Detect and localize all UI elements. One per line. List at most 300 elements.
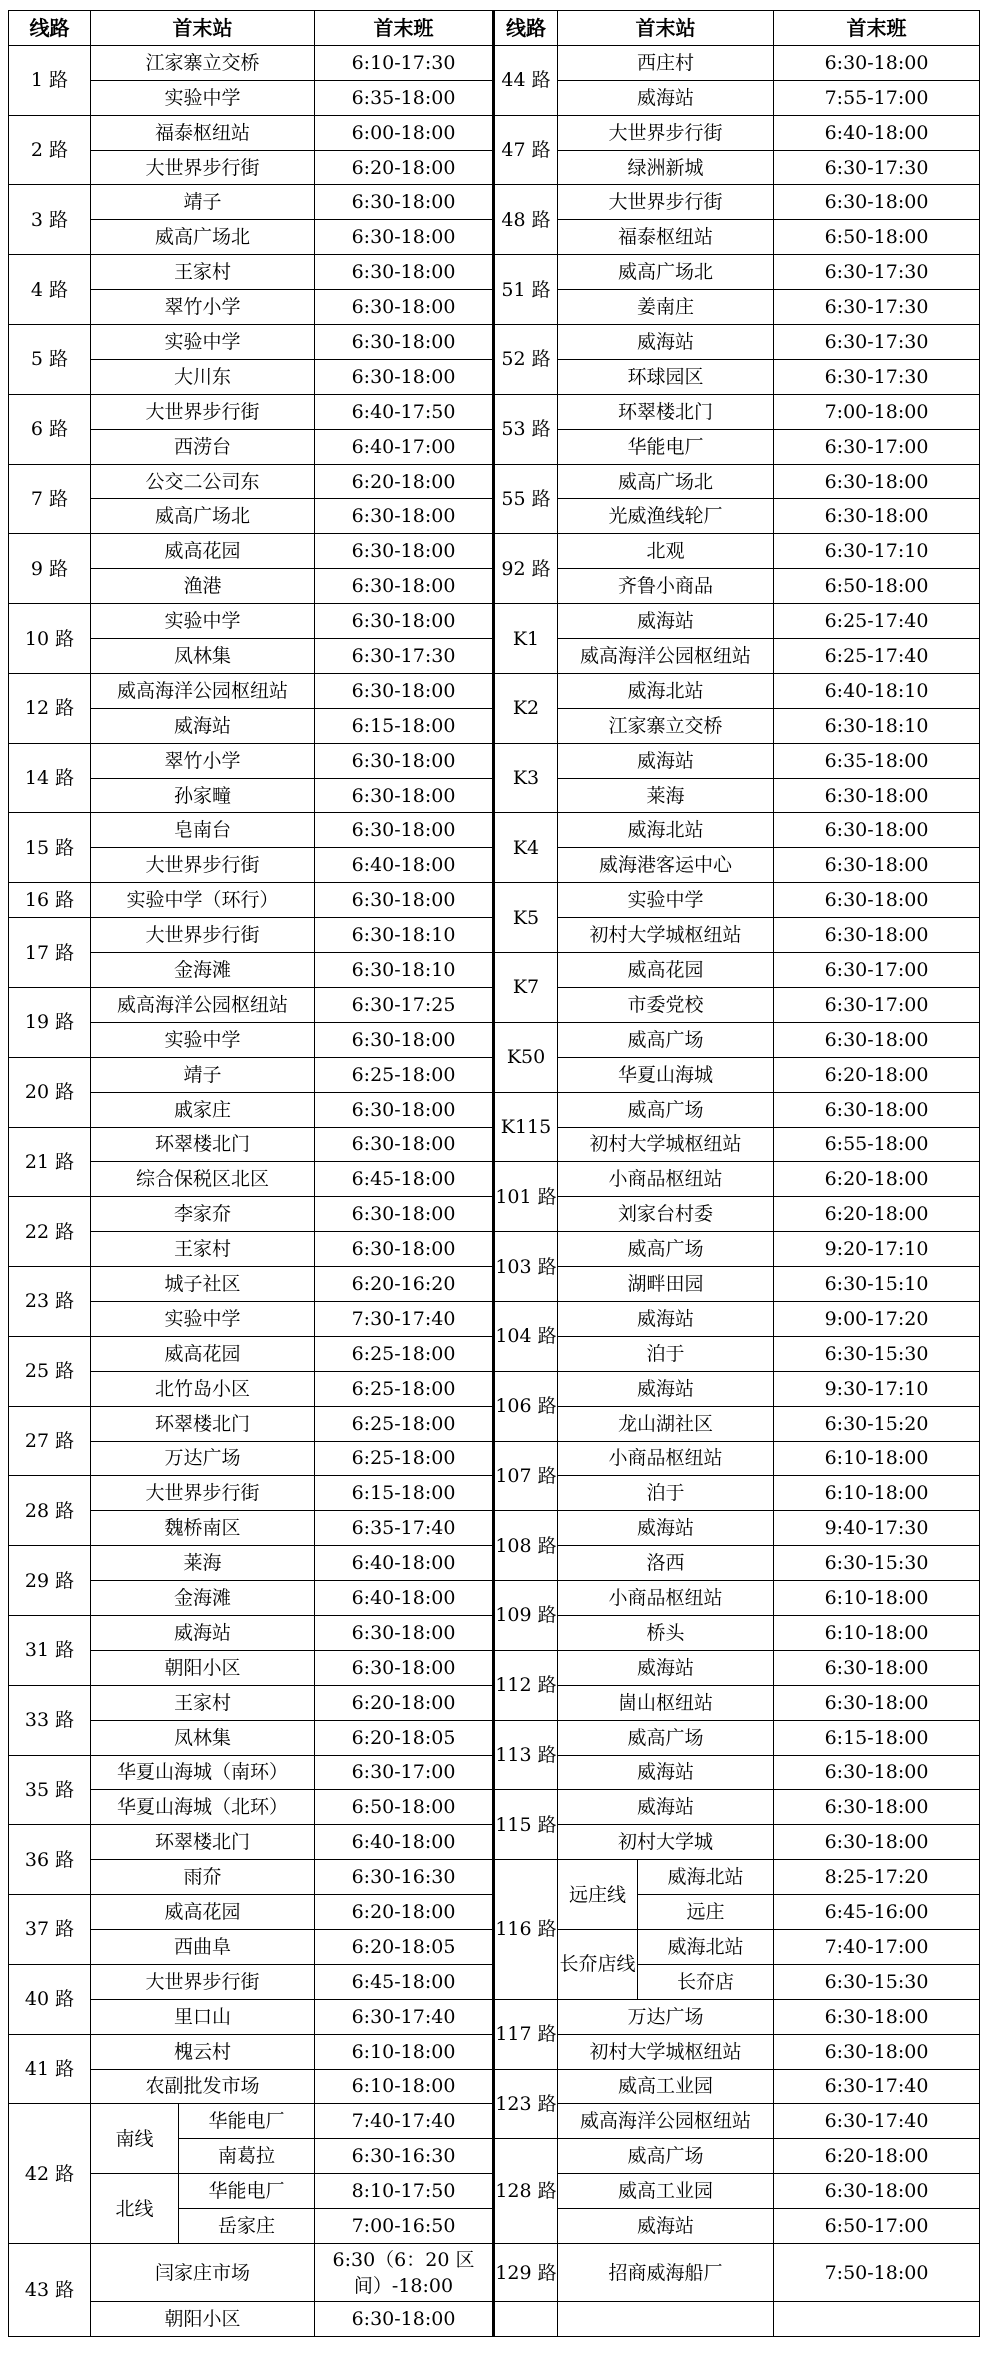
- service-hours: 6:35-17:40: [315, 1511, 493, 1546]
- station-name: 招商威海船厂: [558, 2244, 774, 2302]
- service-hours: 7:40-17:40: [315, 2104, 493, 2139]
- station-name: 华能电厂: [558, 429, 774, 464]
- service-hours: 6:30-18:00: [315, 2302, 493, 2337]
- table-row: [494, 1406, 980, 1441]
- service-hours: 6:30-16:30: [315, 1860, 493, 1895]
- route-number: K115: [494, 1092, 558, 1162]
- table-row: [494, 1476, 980, 1511]
- route-number: 27 路: [9, 1406, 91, 1476]
- service-hours: 6:30-16:30: [315, 2139, 493, 2174]
- route-number: 25 路: [9, 1336, 91, 1406]
- station-name: 华夏山海城（北环）: [91, 1790, 315, 1825]
- station-name: 大世界步行街: [91, 918, 315, 953]
- table-row: [494, 1127, 980, 1162]
- route-number: 19 路: [9, 987, 91, 1057]
- station-name: 皂南台: [91, 813, 315, 848]
- service-hours: 6:30-18:00: [315, 499, 493, 534]
- table-row: [494, 1511, 980, 1546]
- station-name: 威高广场北: [91, 499, 315, 534]
- table-row: [494, 499, 980, 534]
- service-hours: 6:30-18:00: [315, 359, 493, 394]
- service-hours: 6:30-17:10: [774, 534, 980, 569]
- table-row: [494, 2104, 980, 2139]
- route-number: 117 路: [494, 1999, 558, 2069]
- service-hours: 9:00-17:20: [774, 1301, 980, 1336]
- station-name: 戚家庄: [91, 1092, 315, 1127]
- service-hours: 6:30-18:00: [315, 813, 493, 848]
- service-hours: 6:50-18:00: [315, 1790, 493, 1825]
- service-hours: 6:20-18:00: [774, 1197, 980, 1232]
- service-hours: 6:25-18:00: [315, 1057, 493, 1092]
- station-name: 农副批发市场: [91, 2069, 315, 2104]
- service-hours: 6:30-17:40: [774, 2104, 980, 2139]
- station-name: 齐鲁小商品: [558, 569, 774, 604]
- table-row: [494, 429, 980, 464]
- route-number: 40 路: [9, 1964, 91, 2034]
- table-row: [9, 1197, 493, 1232]
- table-row: [9, 2034, 493, 2069]
- route-number: 128 路: [494, 2139, 558, 2244]
- service-hours: 6:30-15:30: [774, 1336, 980, 1371]
- station-name: 北观: [558, 534, 774, 569]
- table-row: [494, 918, 980, 953]
- station-name: 凤林集: [91, 1720, 315, 1755]
- station-name: 环翠楼北门: [558, 394, 774, 429]
- service-hours: 6:30-18:00: [315, 1650, 493, 1685]
- table-row: [494, 1615, 980, 1650]
- table-row: [494, 220, 980, 255]
- route-number: 104 路: [494, 1301, 558, 1371]
- table-row: [494, 569, 980, 604]
- station-name: 朝阳小区: [91, 2302, 315, 2337]
- station-name: 槐云村: [91, 2034, 315, 2069]
- table-row: [494, 848, 980, 883]
- station-name: 远庄: [638, 1895, 774, 1930]
- route-number: 4 路: [9, 255, 91, 325]
- service-hours: 6:40-18:00: [315, 1546, 493, 1581]
- route-number: 10 路: [9, 604, 91, 674]
- station-name: 初村大学城枢纽站: [558, 918, 774, 953]
- service-hours: 6:40-18:00: [315, 1581, 493, 1616]
- service-hours: 6:30-18:00: [315, 673, 493, 708]
- station-name: 威海北站: [638, 1860, 774, 1895]
- service-hours: 6:10-18:00: [774, 1581, 980, 1616]
- station-name: 威高海洋公园枢纽站: [91, 673, 315, 708]
- service-hours: 6:30-18:00: [315, 569, 493, 604]
- station-name: 环翠楼北门: [91, 1406, 315, 1441]
- station-name: 福泰枢纽站: [558, 220, 774, 255]
- station-name: 孙家疃: [91, 778, 315, 813]
- station-name: 初村大学城枢纽站: [558, 1127, 774, 1162]
- service-hours: 6:10-18:00: [315, 2069, 493, 2104]
- station-name: 雨夼: [91, 1860, 315, 1895]
- service-hours: 6:20-18:00: [315, 150, 493, 185]
- station-name: 威高海洋公园枢纽站: [558, 2104, 774, 2139]
- table-row: [494, 2174, 980, 2209]
- table-row: [494, 1790, 980, 1825]
- station-name: 威高广场北: [558, 255, 774, 290]
- table-row: [494, 1371, 980, 1406]
- station-name: 长夼店: [638, 1964, 774, 1999]
- table-row: [9, 2104, 493, 2139]
- station-name: 威海站: [558, 1755, 774, 1790]
- service-hours: 6:30-15:30: [774, 1964, 980, 1999]
- table-row: [494, 743, 980, 778]
- table-row: [494, 604, 980, 639]
- route-number: 29 路: [9, 1546, 91, 1616]
- station-name: 王家村: [91, 1232, 315, 1267]
- table-row: [494, 80, 980, 115]
- route-number: 35 路: [9, 1755, 91, 1825]
- table-row: [494, 1441, 980, 1476]
- table-row: [494, 1685, 980, 1720]
- station-name: 崮山枢纽站: [558, 1685, 774, 1720]
- table-row: [9, 185, 493, 220]
- service-hours: 6:10-18:00: [774, 1476, 980, 1511]
- station-name: 大世界步行街: [91, 150, 315, 185]
- station-name: 莱海: [91, 1546, 315, 1581]
- branch-line-name: 长夼店线: [558, 1929, 638, 1999]
- service-hours: 6:30-18:00: [774, 2174, 980, 2209]
- station-name: 岳家庄: [179, 2209, 315, 2244]
- service-hours: 6:30-18:00: [774, 1790, 980, 1825]
- table-row: [494, 1860, 980, 1895]
- station-name: 金海滩: [91, 1581, 315, 1616]
- service-hours: 6:30-17:30: [774, 290, 980, 325]
- service-hours: 6:30-18:00: [315, 1197, 493, 1232]
- header-times: 首末班: [774, 11, 980, 46]
- station-name: 威海港客运中心: [558, 848, 774, 883]
- route-number: 48 路: [494, 185, 558, 255]
- station-name: 威高广场北: [91, 220, 315, 255]
- station-name: 公交二公司东: [91, 464, 315, 499]
- station-name: 威高海洋公园枢纽站: [91, 987, 315, 1022]
- table-row: [494, 1929, 980, 1964]
- station-name: 威海站: [558, 1371, 774, 1406]
- route-number: 7 路: [9, 464, 91, 534]
- table-row: [494, 639, 980, 674]
- station-name: 实验中学: [91, 1022, 315, 1057]
- station-name: 威海北站: [558, 813, 774, 848]
- service-hours: 7:00-16:50: [315, 2209, 493, 2244]
- station-name: 里口山: [91, 1999, 315, 2034]
- route-number: 55 路: [494, 464, 558, 534]
- service-hours: 6:00-18:00: [315, 115, 493, 150]
- route-number: 51 路: [494, 255, 558, 325]
- table-row: [9, 918, 493, 953]
- station-name: 实验中学: [91, 80, 315, 115]
- service-hours: 6:30-17:30: [774, 150, 980, 185]
- service-hours: 6:30-18:00: [315, 1022, 493, 1057]
- service-hours: 6:50-17:00: [774, 2209, 980, 2244]
- station-name: 西曲阜: [91, 1929, 315, 1964]
- service-hours: 6:20-18:05: [315, 1929, 493, 1964]
- service-hours: 8:10-17:50: [315, 2174, 493, 2209]
- service-hours: 9:30-17:10: [774, 1371, 980, 1406]
- route-number: 44 路: [494, 45, 558, 115]
- table-row: [9, 1685, 493, 1720]
- service-hours: 6:50-18:00: [774, 569, 980, 604]
- table-row: [494, 778, 980, 813]
- table-row: [494, 1197, 980, 1232]
- route-number: 106 路: [494, 1371, 558, 1441]
- station-name: 威海站: [558, 1301, 774, 1336]
- station-name: 威海站: [558, 1511, 774, 1546]
- route-number: 3 路: [9, 185, 91, 255]
- route-number: K4: [494, 813, 558, 883]
- route-number: 28 路: [9, 1476, 91, 1546]
- table-row: [494, 115, 980, 150]
- station-name: 翠竹小学: [91, 290, 315, 325]
- route-number: 17 路: [9, 918, 91, 988]
- station-name: 威海北站: [638, 1929, 774, 1964]
- table-row: [9, 1336, 493, 1371]
- service-hours: 6:15-18:00: [315, 1476, 493, 1511]
- service-hours: 6:30-18:00: [315, 883, 493, 918]
- station-name: 大世界步行街: [91, 394, 315, 429]
- route-number: 43 路: [9, 2244, 91, 2337]
- service-hours: 6:15-18:00: [315, 708, 493, 743]
- service-hours: 6:30-17:30: [774, 255, 980, 290]
- service-hours: 6:30-18:00: [315, 1232, 493, 1267]
- station-name: 绿洲新城: [558, 150, 774, 185]
- station-name: 威海站: [558, 1790, 774, 1825]
- station-name: 威高花园: [91, 1895, 315, 1930]
- table-row: [9, 1615, 493, 1650]
- right-schedule-table: [492, 10, 980, 2337]
- station-name: 威海站: [558, 325, 774, 360]
- table-row: [494, 150, 980, 185]
- table-row: [494, 1825, 980, 1860]
- route-number: 42 路: [9, 2104, 91, 2244]
- service-hours: 6:20-18:00: [315, 464, 493, 499]
- route-number: 9 路: [9, 534, 91, 604]
- station-name: 西庄村: [558, 45, 774, 80]
- empty-cell: [774, 2302, 980, 2337]
- table-row: [494, 987, 980, 1022]
- station-name: 江家寨立交桥: [558, 708, 774, 743]
- route-number: K1: [494, 604, 558, 674]
- service-hours: 6:25-18:00: [315, 1336, 493, 1371]
- table-row: [9, 1127, 493, 1162]
- table-row: [494, 290, 980, 325]
- empty-cell: [494, 2302, 558, 2337]
- station-name: 实验中学: [91, 1301, 315, 1336]
- station-name: 万达广场: [558, 1999, 774, 2034]
- table-row: [494, 1301, 980, 1336]
- route-number: 33 路: [9, 1685, 91, 1755]
- table-row: [494, 1581, 980, 1616]
- empty-row: [494, 2302, 980, 2337]
- station-name: 洛西: [558, 1546, 774, 1581]
- left-schedule-table: [8, 10, 493, 2337]
- station-name: 威高广场: [558, 1232, 774, 1267]
- table-row: [9, 1964, 493, 1999]
- table-row: [494, 1057, 980, 1092]
- route-number: K7: [494, 953, 558, 1023]
- route-number: 12 路: [9, 673, 91, 743]
- service-hours: 6:30-18:00: [774, 2034, 980, 2069]
- table-row: [494, 673, 980, 708]
- branch-line-name: 远庄线: [558, 1860, 638, 1930]
- table-row: [494, 1232, 980, 1267]
- route-number: 5 路: [9, 325, 91, 395]
- route-number: 20 路: [9, 1057, 91, 1127]
- service-hours: 6:20-18:00: [315, 1685, 493, 1720]
- station-name: 翠竹小学: [91, 743, 315, 778]
- station-name: 江家寨立交桥: [91, 45, 315, 80]
- table-row: [9, 1476, 493, 1511]
- station-name: 靖子: [91, 1057, 315, 1092]
- route-number: 23 路: [9, 1267, 91, 1337]
- station-name: 大世界步行街: [91, 1476, 315, 1511]
- route-number: 52 路: [494, 325, 558, 395]
- service-hours: 7:30-17:40: [315, 1301, 493, 1336]
- station-name: 大世界步行街: [91, 1964, 315, 1999]
- service-hours: 6:30-18:00: [774, 1650, 980, 1685]
- service-hours: 6:25-17:40: [774, 639, 980, 674]
- station-name: 龙山湖社区: [558, 1406, 774, 1441]
- table-row: [494, 2069, 980, 2104]
- branch-line-name: 北线: [91, 2174, 179, 2244]
- service-hours: 6:30-18:00: [774, 1999, 980, 2034]
- table-row: [9, 1825, 493, 1860]
- station-name: 实验中学: [91, 325, 315, 360]
- route-number: 129 路: [494, 2244, 558, 2302]
- service-hours: 6:30-17:00: [315, 1755, 493, 1790]
- table-row: [9, 743, 493, 778]
- service-hours: 6:30-15:30: [774, 1546, 980, 1581]
- header-route: 线路: [494, 11, 558, 46]
- service-hours: 6:30-18:00: [774, 883, 980, 918]
- station-name: 福泰枢纽站: [91, 115, 315, 150]
- table-row: [494, 2244, 980, 2302]
- service-hours: 6:30-18:00: [315, 1092, 493, 1127]
- header-stations: 首末站: [558, 11, 774, 46]
- table-row: [9, 1267, 493, 1302]
- route-number: 116 路: [494, 1860, 558, 2000]
- table-row: [494, 883, 980, 918]
- service-hours: 6:40-17:00: [315, 429, 493, 464]
- table-row: [494, 394, 980, 429]
- station-name: 王家村: [91, 1685, 315, 1720]
- service-hours: 6:30-18:00: [774, 185, 980, 220]
- route-number: 31 路: [9, 1615, 91, 1685]
- service-hours: 8:25-17:20: [774, 1860, 980, 1895]
- station-name: 威海站: [558, 1650, 774, 1685]
- route-number: 115 路: [494, 1790, 558, 1860]
- service-hours: 6:35-18:00: [315, 80, 493, 115]
- station-name: 实验中学: [91, 604, 315, 639]
- service-hours: 6:30-18:00: [774, 848, 980, 883]
- route-number: 6 路: [9, 394, 91, 464]
- station-name: 华能电厂: [179, 2104, 315, 2139]
- table-row: [494, 2034, 980, 2069]
- station-name: 威高花园: [91, 1336, 315, 1371]
- table-row: [9, 673, 493, 708]
- service-hours: 6:30-18:00: [774, 45, 980, 80]
- station-name: 威海站: [558, 2209, 774, 2244]
- station-name: 实验中学: [558, 883, 774, 918]
- station-name: 李家夼: [91, 1197, 315, 1232]
- table-row: [494, 2209, 980, 2244]
- service-hours: 6:30-18:10: [315, 953, 493, 988]
- route-number: 2 路: [9, 115, 91, 185]
- route-number: 41 路: [9, 2034, 91, 2104]
- route-number: 123 路: [494, 2069, 558, 2139]
- station-name: 威海站: [91, 1615, 315, 1650]
- route-number: 37 路: [9, 1895, 91, 1965]
- station-name: 初村大学城枢纽站: [558, 2034, 774, 2069]
- route-number: 109 路: [494, 1581, 558, 1651]
- service-hours: 6:30-17:30: [315, 639, 493, 674]
- service-hours: 6:30-18:00: [315, 778, 493, 813]
- station-name: 威海站: [558, 743, 774, 778]
- service-hours: 6:40-18:00: [315, 848, 493, 883]
- service-hours: 6:30-18:00: [315, 743, 493, 778]
- service-hours: 6:10-18:00: [774, 1441, 980, 1476]
- service-hours: 6:10-17:30: [315, 45, 493, 80]
- table-row: [494, 708, 980, 743]
- service-hours: 6:30-15:10: [774, 1267, 980, 1302]
- bus-schedule-table: [8, 10, 978, 2337]
- station-name: 初村大学城: [558, 1825, 774, 1860]
- service-hours: 6:15-18:00: [774, 1720, 980, 1755]
- service-hours: 6:20-18:00: [315, 1895, 493, 1930]
- station-name: 威高工业园: [558, 2174, 774, 2209]
- service-hours: 6:55-18:00: [774, 1127, 980, 1162]
- header-times: 首末班: [315, 11, 493, 46]
- service-hours: 6:20-18:05: [315, 1720, 493, 1755]
- station-name: 城子社区: [91, 1267, 315, 1302]
- station-name: 威高广场: [558, 1092, 774, 1127]
- service-hours: 6:30-18:00: [774, 1825, 980, 1860]
- service-hours: 6:30-18:00: [774, 1755, 980, 1790]
- station-name: 万达广场: [91, 1441, 315, 1476]
- station-name: 环翠楼北门: [91, 1127, 315, 1162]
- table-row: [9, 115, 493, 150]
- table-row: [494, 1650, 980, 1685]
- route-number: 14 路: [9, 743, 91, 813]
- station-name: 王家村: [91, 255, 315, 290]
- service-hours: 6:30-18:10: [774, 708, 980, 743]
- station-name: 魏桥南区: [91, 1511, 315, 1546]
- table-row: [9, 604, 493, 639]
- table-row: [494, 953, 980, 988]
- station-name: 威海站: [558, 604, 774, 639]
- route-number: 101 路: [494, 1162, 558, 1232]
- station-name: 市委党校: [558, 987, 774, 1022]
- station-name: 威高广场: [558, 1720, 774, 1755]
- header-row: [9, 11, 493, 46]
- route-number: 21 路: [9, 1127, 91, 1197]
- service-hours: 6:30-18:00: [774, 1685, 980, 1720]
- service-hours: 7:00-18:00: [774, 394, 980, 429]
- service-hours: 6:30-18:00: [315, 604, 493, 639]
- service-hours: 6:40-18:10: [774, 673, 980, 708]
- table-row: [494, 1267, 980, 1302]
- station-name: 桥头: [558, 1615, 774, 1650]
- station-name: 渔港: [91, 569, 315, 604]
- table-row: [9, 2244, 493, 2302]
- station-name: 大世界步行街: [558, 115, 774, 150]
- station-name: 威高花园: [91, 534, 315, 569]
- station-name: 小商品枢纽站: [558, 1581, 774, 1616]
- service-hours: 6:30-17:00: [774, 429, 980, 464]
- table-row: [9, 325, 493, 360]
- table-row: [494, 534, 980, 569]
- service-hours: 6:30-18:00: [315, 220, 493, 255]
